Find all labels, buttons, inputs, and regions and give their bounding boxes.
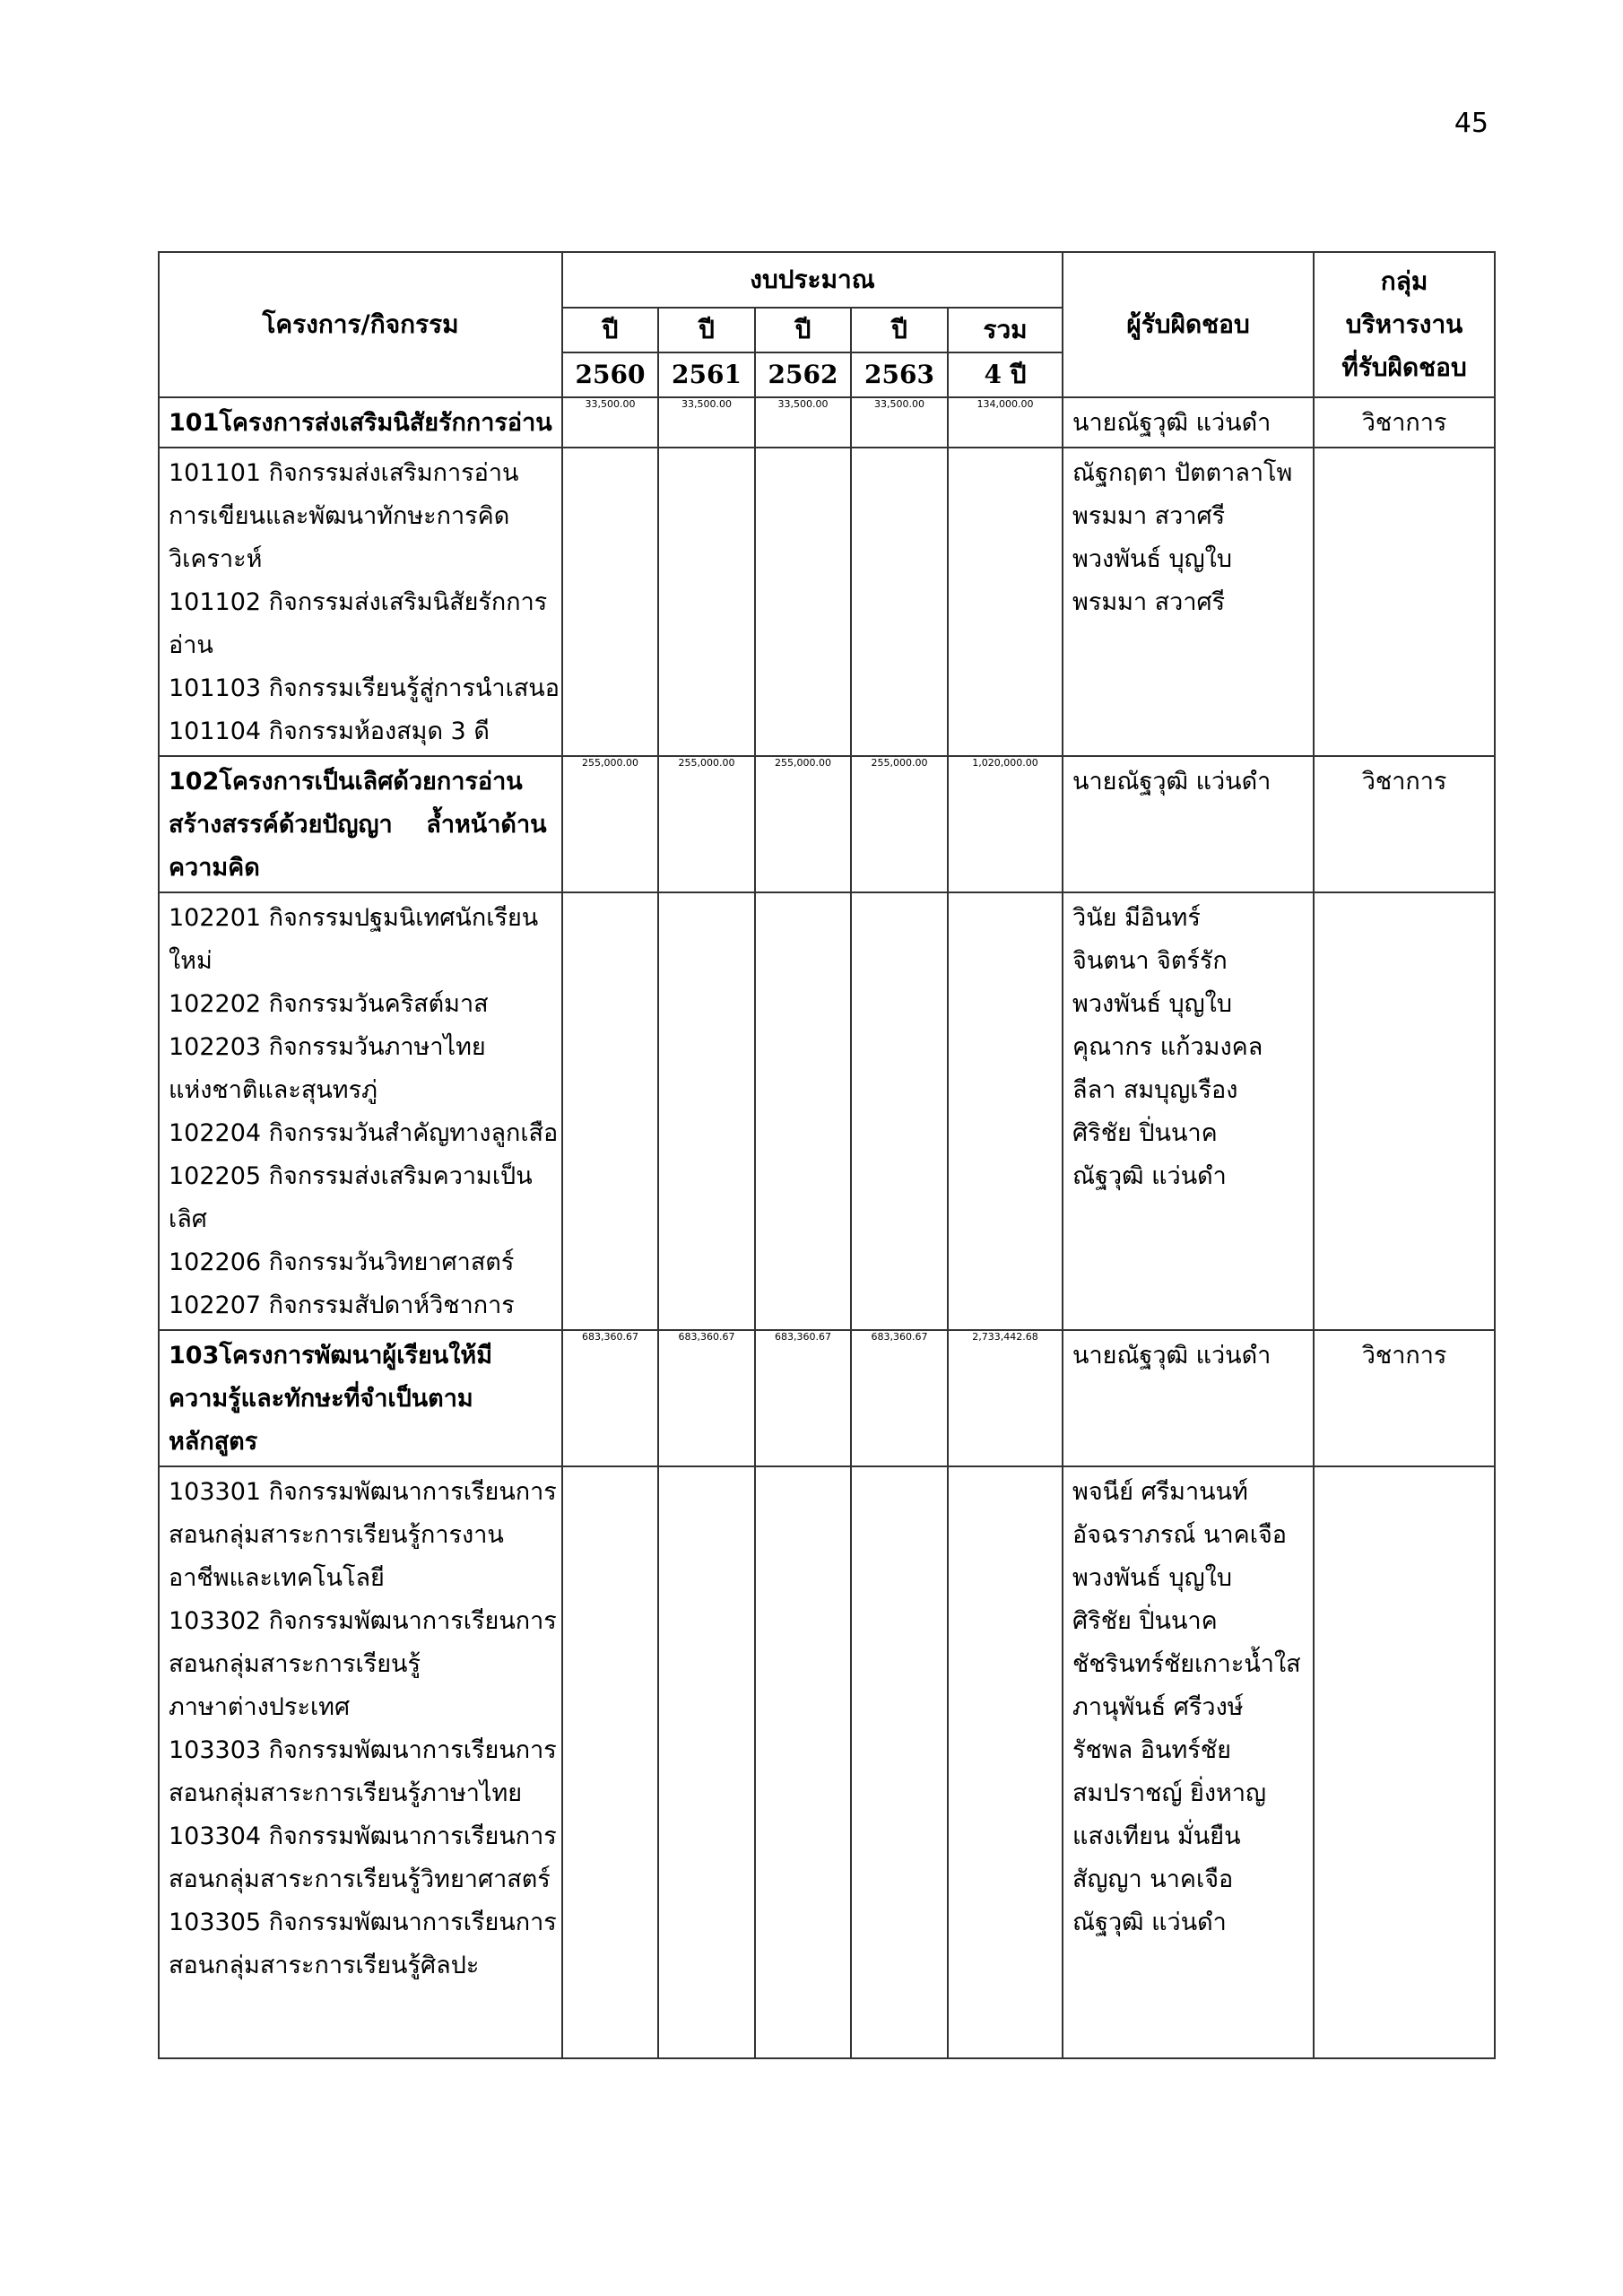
budget-total: 134,000.00 xyxy=(948,397,1063,448)
responsible-name: นายณัฐวุฒิ แว่นดำ xyxy=(1072,768,1271,796)
project-title xyxy=(159,397,562,448)
person-name: พวงพันธ์ บุญใบ xyxy=(1072,990,1232,1018)
budget-2561: 255,000.00 xyxy=(658,756,755,892)
person-name: ศิริชัย ปิ่นนาค xyxy=(1072,1607,1218,1635)
project-responsible xyxy=(1063,397,1314,448)
budget-2562: 255,000.00 xyxy=(755,756,851,892)
empty-cell xyxy=(1314,1466,1495,2058)
project-responsible xyxy=(1063,756,1314,892)
activity-line: สอนกลุ่มสาระการเรียนรู้ภาษาไทย xyxy=(169,1779,523,1807)
activity-line: 101101 กิจกรรมส่งเสริมการอ่าน xyxy=(169,459,519,487)
project-row xyxy=(159,756,1495,892)
person-name: พรมมา สวาศรี xyxy=(1072,588,1226,616)
activity-line: วิเคราะห์ xyxy=(169,545,263,573)
activity-line: อ่าน xyxy=(169,631,213,659)
empty-cell xyxy=(562,892,658,1330)
empty-cell xyxy=(851,892,948,1330)
person-name: พรมมา สวาศรี xyxy=(1072,502,1226,530)
group-name: วิชาการ xyxy=(1361,1342,1447,1370)
activity-line: 102201 กิจกรรมปฐมนิเทศนักเรียน xyxy=(169,904,539,932)
budget-total: 2,733,442.68 xyxy=(948,1330,1063,1466)
header-total-label: 4 ปี xyxy=(948,352,1063,397)
project-title xyxy=(159,756,562,892)
project-title-line: 101โครงการส่งเสริมนิสัยรักการอ่าน xyxy=(169,409,552,437)
person-name: ชัชรินทร์ชัยเกาะน้ำใส xyxy=(1072,1650,1301,1678)
activity-row xyxy=(159,892,1495,1330)
budget-2563: 255,000.00 xyxy=(851,756,948,892)
header-year-label: 2560 xyxy=(562,352,658,397)
person-name: สัญญา นาคเจือ xyxy=(1072,1866,1234,1893)
budget-2561: 683,360.67 xyxy=(658,1330,755,1466)
activity-line: ภาษาต่างประเทศ xyxy=(169,1693,351,1721)
activity-line: ใหม่ xyxy=(169,947,213,975)
activity-line: 103305 กิจกรรมพัฒนาการเรียนการ xyxy=(169,1909,557,1936)
empty-cell xyxy=(1314,892,1495,1330)
person-name: คุณากร แก้วมงคล xyxy=(1072,1033,1263,1061)
activity-line: 102206 กิจกรรมวันวิทยาศาสตร์ xyxy=(169,1248,515,1276)
person-name: พวงพันธ์ บุญใบ xyxy=(1072,1564,1232,1592)
empty-cell xyxy=(948,892,1063,1330)
activity-line: 103301 กิจกรรมพัฒนาการเรียนการ xyxy=(169,1478,557,1506)
activity-line: สอนกลุ่มสาระการเรียนรู้การงาน xyxy=(169,1521,504,1549)
person-name: ณัฐกฤตา ปัตตาลาโพ xyxy=(1072,459,1293,487)
project-group xyxy=(1314,756,1495,892)
empty-cell xyxy=(851,1466,948,2058)
project-group xyxy=(1314,1330,1495,1466)
header-year-label: 2563 xyxy=(851,352,948,397)
budget-2562: 683,360.67 xyxy=(755,1330,851,1466)
project-title-line: สร้างสรรค์ด้วยปัญญา ล้ำหน้าด้าน xyxy=(169,811,547,839)
budget-total: 1,020,000.00 xyxy=(948,756,1063,892)
budget-2560: 33,500.00 xyxy=(562,397,658,448)
header-activity: โครงการ/กิจกรรม xyxy=(159,252,562,397)
empty-cell xyxy=(562,1466,658,2058)
person-name: พจนีย์ ศรีมานนท์ xyxy=(1072,1478,1248,1506)
activity-line: 103302 กิจกรรมพัฒนาการเรียนการ xyxy=(169,1607,557,1635)
header-responsible: ผู้รับผิดชอบ xyxy=(1063,252,1314,397)
activity-line: 101103 กิจกรรมเรียนรู้สู่การนำเสนอ xyxy=(169,674,560,702)
activity-people xyxy=(1063,1466,1314,2058)
empty-cell xyxy=(755,448,851,756)
activity-row xyxy=(159,448,1495,756)
person-name: สมปราชญ์ ยิ่งหาญ xyxy=(1072,1779,1267,1807)
activity-line: 103304 กิจกรรมพัฒนาการเรียนการ xyxy=(169,1822,557,1850)
project-responsible xyxy=(1063,1330,1314,1466)
header-group-line: บริหารงาน xyxy=(1345,309,1463,339)
person-name: ภานุพันธ์ ศรีวงษ์ xyxy=(1072,1693,1244,1721)
empty-cell xyxy=(658,1466,755,2058)
activity-row xyxy=(159,1466,1495,2058)
header-year-2561: ปี xyxy=(658,308,755,352)
activity-list xyxy=(159,1466,562,2058)
activity-line: สอนกลุ่มสาระการเรียนรู้ศิลปะ xyxy=(169,1952,480,1979)
group-name: วิชาการ xyxy=(1361,409,1447,437)
empty-cell xyxy=(948,448,1063,756)
header-total: รวม xyxy=(948,308,1063,352)
project-row xyxy=(159,397,1495,448)
header-group xyxy=(1314,252,1495,397)
activity-line: 102202 กิจกรรมวันคริสต์มาส xyxy=(169,990,489,1018)
page-number: 45 xyxy=(1454,108,1488,139)
activity-people xyxy=(1063,448,1314,756)
header-group-line: ที่รับผิดชอบ xyxy=(1341,352,1467,382)
activity-list xyxy=(159,892,562,1330)
activity-line: 102205 กิจกรรมส่งเสริมความเป็น xyxy=(169,1162,533,1190)
project-title-line: ความรู้และทักษะที่จำเป็นตาม xyxy=(169,1385,473,1413)
header-group-line: กลุ่ม xyxy=(1380,266,1428,296)
empty-cell xyxy=(948,1466,1063,2058)
activity-line: 101104 กิจกรรมห้องสมุด 3 ดี xyxy=(169,718,490,745)
budget-2563: 33,500.00 xyxy=(851,397,948,448)
empty-cell xyxy=(658,448,755,756)
activity-line: แห่งชาติและสุนทรภู่ xyxy=(169,1076,378,1104)
person-name: ศิริชัย ปิ่นนาค xyxy=(1072,1119,1218,1147)
activity-line: 102203 กิจกรรมวันภาษาไทย xyxy=(169,1033,486,1061)
header-year-2560: ปี xyxy=(562,308,658,352)
person-name: ณัฐวุฒิ แว่นดำ xyxy=(1072,1162,1227,1190)
activity-list xyxy=(159,448,562,756)
person-name: พวงพันธ์ บุญใบ xyxy=(1072,545,1232,573)
project-title-line: 103โครงการพัฒนาผู้เรียนให้มี xyxy=(169,1342,493,1370)
project-row xyxy=(159,1330,1495,1466)
responsible-name: นายณัฐวุฒิ แว่นดำ xyxy=(1072,409,1271,437)
empty-cell xyxy=(755,892,851,1330)
budget-2560: 255,000.00 xyxy=(562,756,658,892)
person-name: ณัฐวุฒิ แว่นดำ xyxy=(1072,1909,1227,1936)
activity-line: อาชีพและเทคโนโลยี xyxy=(169,1564,385,1592)
activity-line: เลิศ xyxy=(169,1205,207,1233)
project-title-line: ความคิด xyxy=(169,854,260,882)
project-budget-table xyxy=(158,251,1496,2059)
empty-cell xyxy=(851,448,948,756)
header-year-2563: ปี xyxy=(851,308,948,352)
budget-2560: 683,360.67 xyxy=(562,1330,658,1466)
person-name: อัจฉราภรณ์ นาคเจือ xyxy=(1072,1521,1288,1549)
person-name: วินัย มีอินทร์ xyxy=(1072,904,1201,932)
project-title xyxy=(159,1330,562,1466)
project-group xyxy=(1314,397,1495,448)
person-name: แสงเทียน มั่นยืน xyxy=(1072,1822,1241,1850)
activity-line: 102204 กิจกรรมวันสำคัญทางลูกเสือ xyxy=(169,1119,559,1147)
activity-line: สอนกลุ่มสาระการเรียนรู้วิทยาศาสตร์ xyxy=(169,1866,551,1893)
project-title-line: หลักสูตร xyxy=(169,1428,258,1456)
activity-line: การเขียนและพัฒนาทักษะการคิด xyxy=(169,502,510,530)
person-name: ลีลา สมบุญเรือง xyxy=(1072,1076,1238,1104)
person-name: รัชพล อินทร์ชัย xyxy=(1072,1736,1231,1764)
responsible-name: นายณัฐวุฒิ แว่นดำ xyxy=(1072,1342,1271,1370)
budget-2562: 33,500.00 xyxy=(755,397,851,448)
budget-2561: 33,500.00 xyxy=(658,397,755,448)
activity-people xyxy=(1063,892,1314,1330)
activity-line: 101102 กิจกรรมส่งเสริมนิสัยรักการ xyxy=(169,588,548,616)
empty-cell xyxy=(562,448,658,756)
budget-2563: 683,360.67 xyxy=(851,1330,948,1466)
empty-cell xyxy=(1314,448,1495,756)
activity-line: 102207 กิจกรรมสัปดาห์วิชาการ xyxy=(169,1292,515,1319)
activity-line: 103303 กิจกรรมพัฒนาการเรียนการ xyxy=(169,1736,557,1764)
header-year-2562: ปี xyxy=(755,308,851,352)
empty-cell xyxy=(658,892,755,1330)
group-name: วิชาการ xyxy=(1361,768,1447,796)
header-year-label: 2562 xyxy=(755,352,851,397)
project-title-line: 102โครงการเป็นเลิศด้วยการอ่าน xyxy=(169,768,523,796)
header-year-label: 2561 xyxy=(658,352,755,397)
empty-cell xyxy=(755,1466,851,2058)
activity-line: สอนกลุ่มสาระการเรียนรู้ xyxy=(169,1650,421,1678)
header-budget: งบประมาณ xyxy=(562,252,1063,308)
person-name: จินตนา จิตร์รัก xyxy=(1072,947,1228,975)
